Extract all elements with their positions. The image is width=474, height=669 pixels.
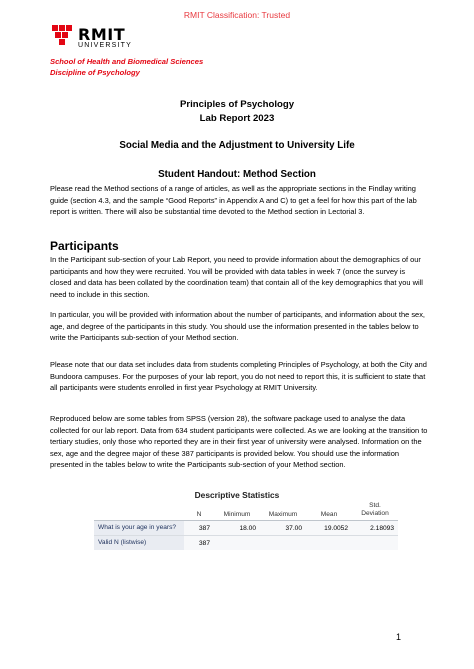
table-row-label: Valid N (listwise) (94, 536, 184, 551)
table-header-cell: Mean (306, 500, 352, 521)
table-row (94, 536, 398, 551)
logo-subtitle: UNIVERSITY (78, 42, 133, 49)
participants-paragraph-2: In particular, you will be provided with information about the number of participants, and information about the sex, age, and degree of the participants in this study. You should use the information presented in the tables below to write the Participants sub-section of your Method section. (50, 310, 425, 342)
table-header-cell: Std. Deviation (352, 500, 398, 521)
table-cell: 387 (184, 521, 214, 536)
topic-title: Social Media and the Adjustment to University Life (119, 140, 355, 151)
table-row (94, 521, 398, 536)
table-cell: 2.18093 (352, 521, 398, 536)
table-title: Descriptive Statistics (194, 490, 280, 500)
intro-paragraph: Please read the Method sections of a range of articles, as well as the appropriate sections in the Findlay writing guide (section 4.3, and the sample “Good Reports” in Appendix A and C) to get a feel for how this part of the lab report is written. There will also be substantial time devoted to the Method section in Lectorial 3. (50, 184, 417, 216)
table-row-label: What is your age in years? (94, 521, 184, 536)
classification-label: RMIT Classification: Trusted (183, 10, 291, 20)
table-cell: 37.00 (260, 521, 306, 536)
table-cell (260, 536, 306, 551)
table-cell (214, 536, 260, 551)
course-title: Principles of Psychology (179, 99, 295, 110)
table-cell (306, 536, 352, 551)
table-header-row (94, 500, 398, 521)
table-header-cell: Maximum (260, 500, 306, 521)
report-title: Lab Report 2023 (199, 113, 275, 124)
rmit-logo (50, 25, 150, 57)
table-header-cell: Minimum (214, 500, 260, 521)
table-cell: 387 (184, 536, 214, 551)
descriptive-statistics-table (94, 500, 398, 550)
table-header-cell: N (184, 500, 214, 521)
table-cell: 18.00 (214, 521, 260, 536)
participants-paragraph-3: Please note that our data set includes data from students completing Principles of Psychology, at both the City and Bundoora campuses. For the purposes of your lab report, you do not need to report this, it is sufficient to state that all participants were students enrolled in first year Psychology at RMIT University. (50, 360, 427, 392)
discipline-name: Discipline of Psychology (50, 67, 140, 77)
participants-paragraph-4: Reproduced below are some tables from SPSS (version 28), the software package used to analyse the data collected for our lab report. Data from 634 student participants were collected. As we are looking at the transition to tertiary studies, only those who reported they are in their first year of university were analysed. Information on the sex, age and the degree major of these 387 participants is provided below. You should use the information presented in the tables below to write the Participants sub-section of your Method section. (50, 414, 428, 469)
participants-heading: Participants (50, 239, 119, 253)
table-cell (352, 536, 398, 551)
table-cell: 19.0052 (306, 521, 352, 536)
school-block (50, 57, 203, 78)
logo-wordmark: RMIT (78, 25, 126, 44)
rmit-pixel-mark-icon (50, 25, 76, 47)
page-number: 1 (396, 632, 402, 642)
participants-paragraph-1: In the Participant sub-section of your Lab Report, you need to provide information about the demographics of our participants and how they were recruited. You will be provided with data tables in week 7 (once the survey is closed and data has been collated by the coordination team) that contain all of the key demographics that you will need to include in this section. (50, 255, 423, 299)
table-header-cell (94, 500, 184, 521)
school-name: School of Health and Biomedical Sciences (50, 57, 204, 66)
handout-title: Student Handout: Method Section (158, 169, 316, 180)
